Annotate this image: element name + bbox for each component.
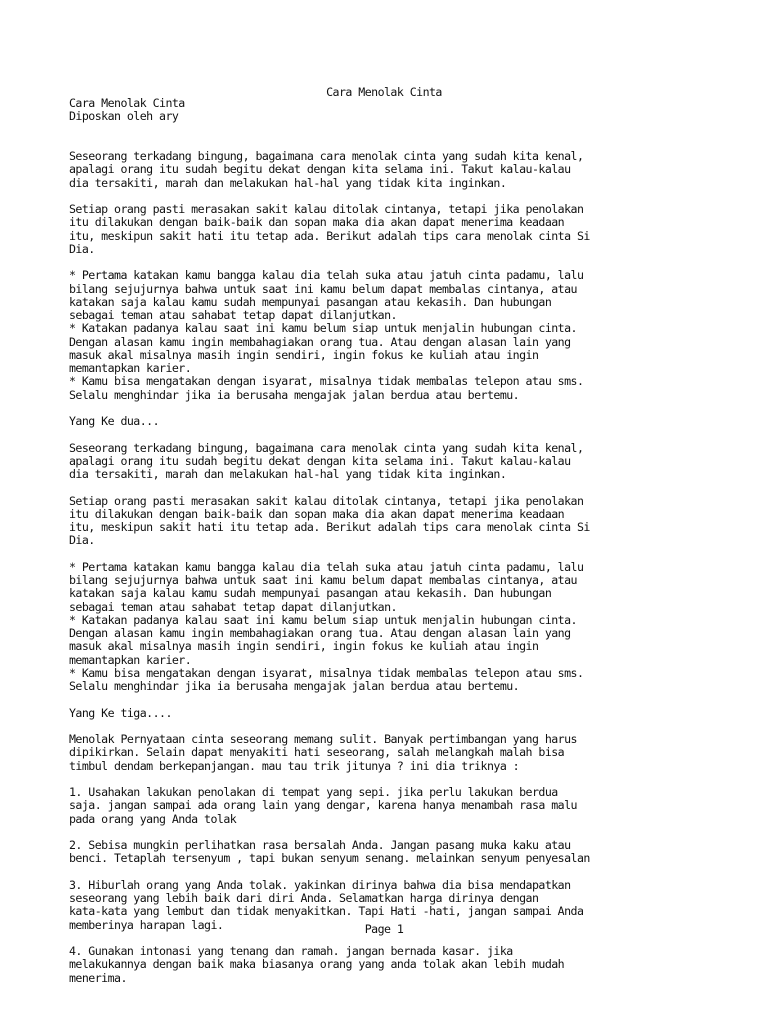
text-line: memantapkan karier. bbox=[69, 361, 192, 375]
text-line: pada orang yang Anda tolak bbox=[69, 811, 237, 826]
text-line: 3. Hiburlah orang yang Anda tolak. yakinkan dirinya bahwa dia bisa mendapatkan bbox=[69, 877, 571, 892]
text-line: Diposkan oleh ary bbox=[69, 109, 179, 124]
text-line: Dengan alasan kamu ingin membahagiakan orang tua. Atau dengan alasan lain yang bbox=[69, 626, 571, 640]
text-line: kata-kata yang lembut dan tidak menyakitkan. Tapi Hati -hati, jangan sampai Anda bbox=[69, 904, 584, 919]
text-line: Setiap orang pasti merasakan sakit kalau ditolak cintanya, tetapi jika penolakan bbox=[69, 493, 584, 508]
text-line: Menolak Pernyataan cinta seseorang memang sulit. Banyak pertimbangan yang harus bbox=[69, 732, 577, 746]
text-line: katakan saja kalau kamu sudah mempunyai pasangan atau kekasih. Dan hubungan bbox=[69, 294, 552, 309]
text-line: 2. Sebisa mungkin perlihatkan rasa bersalah Anda. Jangan pasang muka kaku atau bbox=[69, 838, 571, 852]
text-line: seseorang yang lebih baik dari diri Anda. Selamatkan harga dirinya dengan bbox=[69, 891, 539, 905]
text-line: * Kamu bisa mengatakan dengan isyarat, misalnya tidak membalas telepon atau sms. bbox=[69, 374, 584, 389]
text-line: Dengan alasan kamu ingin membahagiakan orang tua. Atau dengan alasan lain yang bbox=[69, 334, 571, 349]
text-line: benci. Tetaplah tersenyum , tapi bukan senyum senang. melainkan senyum penyesalan bbox=[69, 851, 590, 866]
text-line: sebagai teman atau sahabat tetap dapat dilanjutkan. bbox=[69, 599, 397, 614]
text-line: * Pertama katakan kamu bangga kalau dia telah suka atau jatuh cinta padamu, lalu bbox=[69, 559, 584, 574]
text-line: saja. jangan sampai ada orang lain yang dengar, karena hanya menambah rasa malu bbox=[69, 798, 577, 813]
text-line: * Katakan padanya kalau saat ini kamu belum siap untuk menjalin hubungan cinta. bbox=[69, 321, 577, 336]
text-line: Yang Ke dua... bbox=[69, 414, 160, 428]
page-title: Cara Menolak Cinta bbox=[326, 85, 442, 99]
text-line: melakukannya dengan baik maka biasanya orang yang anda tolak akan lebih mudah bbox=[69, 957, 565, 972]
text-line: sebagai teman atau sahabat tetap dapat dilanjutkan. bbox=[69, 308, 397, 322]
text-line: Selalu menghindar jika ia berusaha mengajak jalan berdua atau bertemu. bbox=[69, 387, 520, 402]
text-line: itu, meskipun sakit hati itu tetap ada. Berikut adalah tips cara menolak cinta Si bbox=[69, 520, 590, 534]
text-line: Seseorang terkadang bingung, bagaimana cara menolak cinta yang sudah kita kenal, bbox=[69, 149, 584, 163]
text-line: timbul dendam berkepanjangan. mau tau trik jitunya ? ini dia triknya : bbox=[69, 758, 520, 773]
text-line: Cara Menolak Cinta bbox=[69, 96, 185, 110]
text-line: dia tersakiti, marah dan melakukan hal-hal yang tidak kita inginkan. bbox=[69, 467, 507, 481]
text-line: * Pertama katakan kamu bangga kalau dia telah suka atau jatuh cinta padamu, lalu bbox=[69, 268, 584, 283]
text-line: Dia. bbox=[69, 241, 95, 256]
text-line: 4. Gunakan intonasi yang tenang dan ramah. jangan bernada kasar. jika bbox=[69, 944, 513, 958]
text-line: memberinya harapan lagi. bbox=[69, 917, 224, 932]
text-line: memantapkan karier. bbox=[69, 652, 192, 667]
text-line: * Katakan padanya kalau saat ini kamu belum siap untuk menjalin hubungan cinta. bbox=[69, 612, 577, 627]
text-line: Setiap orang pasti merasakan sakit kalau ditolak cintanya, tetapi jika penolakan bbox=[69, 202, 584, 216]
text-line: Seseorang terkadang bingung, bagaimana cara menolak cinta yang sudah kita kenal, bbox=[69, 440, 584, 455]
text-line: itu, meskipun sakit hati itu tetap ada. Berikut adalah tips cara menolak cinta Si bbox=[69, 228, 590, 243]
text-line: itu dilakukan dengan baik-baik dan sopan maka dia akan dapat menerima keadaan bbox=[69, 506, 565, 521]
text-line: Dia. bbox=[69, 533, 95, 548]
text-line: menerima. bbox=[69, 970, 127, 985]
text-line: katakan saja kalau kamu sudah mempunyai pasangan atau kekasih. Dan hubungan bbox=[69, 586, 552, 601]
text-line: dia tersakiti, marah dan melakukan hal-hal yang tidak kita inginkan. bbox=[69, 175, 507, 190]
text-line: 1. Usahakan lakukan penolakan di tempat yang sepi. jika perlu lakukan berdua bbox=[69, 785, 558, 799]
text-line: itu dilakukan dengan baik-baik dan sopan maka dia akan dapat menerima keadaan bbox=[69, 215, 565, 230]
text-line: apalagi orang itu sudah begitu dekat dengan kita selama ini. Takut kalau-kalau bbox=[69, 453, 571, 468]
text-line: bilang sejujurnya bahwa untuk saat ini kamu belum dapat membalas cintanya, atau bbox=[69, 281, 577, 296]
text-line: Yang Ke tiga.... bbox=[69, 705, 172, 720]
text-line: masuk akal misalnya masih ingin sendiri, ingin fokus ke kuliah atau ingin bbox=[69, 639, 539, 654]
text-line: Selalu menghindar jika ia berusaha mengajak jalan berdua atau bertemu. bbox=[69, 679, 520, 693]
text-line: masuk akal misalnya masih ingin sendiri, ingin fokus ke kuliah atau ingin bbox=[69, 347, 539, 362]
text-line: * Kamu bisa mengatakan dengan isyarat, misalnya tidak membalas telepon atau sms. bbox=[69, 665, 584, 680]
text-line: dipikirkan. Selain dapat menyakiti hati seseorang, salah melangkah malah bisa bbox=[69, 745, 565, 760]
text-line: bilang sejujurnya bahwa untuk saat ini kamu belum dapat membalas cintanya, atau bbox=[69, 573, 577, 587]
text-line: apalagi orang itu sudah begitu dekat dengan kita selama ini. Takut kalau-kalau bbox=[69, 162, 571, 177]
page-number: Page 1 bbox=[364, 922, 404, 936]
